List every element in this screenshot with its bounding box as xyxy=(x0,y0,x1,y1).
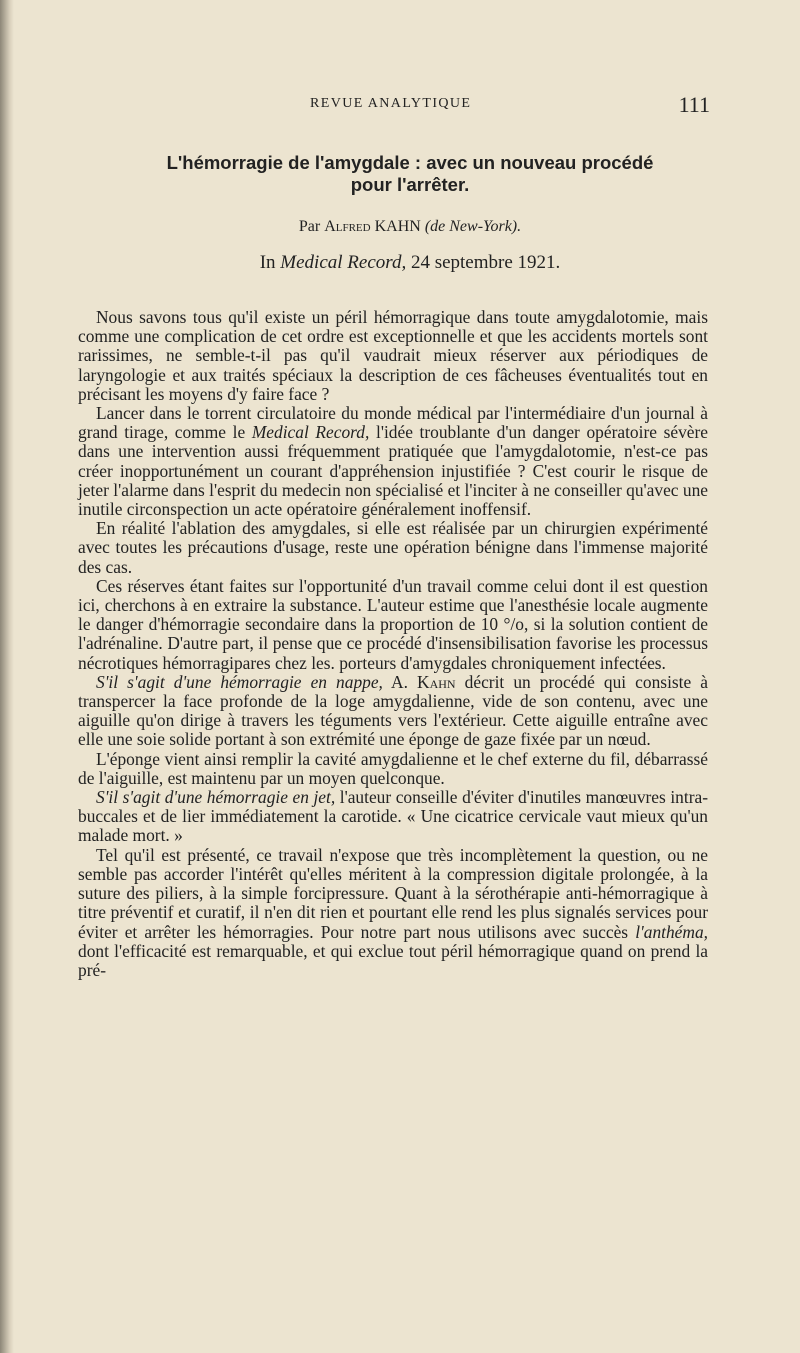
paragraph-4 xyxy=(78,577,708,673)
source-citation xyxy=(90,252,730,274)
paragraph-8-italic: l'anthéma, xyxy=(635,921,708,942)
paragraph-8-text-a: Tel qu'il est présenté, ce travail n'expose que très incomplètement la question, ou ne semble pas accorder l'intérêt qu'elles méritent à la compression digitale prolongée, à la suture des piliers, à la simple forcipressure. Quant à la sérothérapie anti-hémorragique à titre préventif et curatif, il n'en dit rien et pourtant elle rend les plus signalés services pour éviter et arrêter les hémorragies. Pour notre part nous utilisons avec succès xyxy=(78,844,708,942)
paragraph-1-text: Nous savons tous qu'il existe un péril hémorragique dans toute amygdalotomie, mais comme une complication de cet ordre est exceptionnelle et que les accidents mortels sont rarissimes, ne semble-t-il pas qu'il vaudrait mieux réserver aux périodiques de laryngologie et aux traités spéciaux la description de ces fâcheuses éventualités tout en précisant les moyens d'y faire face ? xyxy=(78,307,708,404)
running-head xyxy=(310,94,710,118)
article-body xyxy=(78,308,708,980)
paragraph-7-italic: S'il s'agit d'une hémorragie en jet, xyxy=(96,787,336,808)
author-location: (de New-York). xyxy=(424,218,522,235)
paragraph-2-text-a: Lancer dans le torrent circulatoire du monde médical par l'intermédiaire d'un journal à grand tirage, comme le xyxy=(78,403,708,443)
paragraph-7 xyxy=(78,788,708,846)
article-title xyxy=(90,152,730,196)
article-title-line-1: L'hémorragie de l'amygdale : avec un nouveau procédé xyxy=(166,152,654,173)
paragraph-8 xyxy=(78,846,708,980)
paragraph-5-author: Kahn xyxy=(417,671,456,692)
paragraph-6 xyxy=(78,750,708,788)
paragraph-4-text: Ces réserves étant faites sur l'opportunité d'un travail comme celui dont il est question ici, cherchons à en extraire la substance. L'auteur estime que l'anesthésie locale augmente le danger d'hémorragie secondaire dans la proportion de 10 °/o, si la solution contient de l'adrénaline. D'autre part, il pense que ce procédé d'insensibilisation favorise les processus nécrotiques hémorragipares chez les. porteurs d'amygdales chroniquement infectées. xyxy=(78,575,708,673)
author-first-name: Alfred xyxy=(324,218,371,235)
paragraph-7-text: l'auteur conseille d'éviter d'inutiles manœuvres intra-buccales et de lier immédiatement la carotide. « Une cicatrice cervicale vaut mieux qu'un malade mort. » xyxy=(78,787,708,846)
paragraph-3-text: En réalité l'ablation des amygdales, si elle est réalisée par un chirurgien expérimenté avec toutes les précautions d'usage, reste une opération bénigne dans l'immense majorité des cas. xyxy=(78,518,708,577)
source-date: 24 septembre 1921. xyxy=(410,252,561,273)
paragraph-2-journal: Medical Record, xyxy=(251,422,370,443)
source-journal: Medical Record, xyxy=(280,252,407,273)
paragraph-5-italic: S'il s'agit d'une hémorragie en nappe, xyxy=(96,671,383,692)
paragraph-8-text-b: dont l'efficacité est remarquable, et qui exclue tout péril hémorragique quand on prend la pré- xyxy=(78,940,708,980)
paragraph-2 xyxy=(78,404,708,519)
byline-prefix: Par xyxy=(298,218,321,235)
paragraph-5 xyxy=(78,673,708,750)
paragraph-5-text: décrit un procédé qui consiste à transpercer la face profonde de la loge amygdalienne, vide de son contenu, avec une aiguille qu'on dirige à travers les téguments vers l'extérieur. Cette aiguille entraîne avec elle une soie solide portant à son extrémité une éponge de gaze fixée par un nœud. xyxy=(78,671,709,750)
paragraph-5-author-initial: A. xyxy=(391,671,408,692)
paragraph-3 xyxy=(78,519,708,577)
article-title-line-2: pour l'arrêter. xyxy=(350,174,470,195)
paragraph-1 xyxy=(78,308,708,404)
paragraph-2-text-b: l'idée troublante d'un danger opératoire sévère dans une intervention aussi fréquemment pratiquée que l'amygdalotomie, n'est-ce pas créer inopportunément un courant d'appréhension injustifiée ? C'est courir le risque de jeter l'alarme dans l'esprit du medecin non spécialisé et l'inciter à ne conseiller qu'avec une inutile circonspection un acte opératoire généralement inoffensif. xyxy=(78,422,709,520)
source-prefix: In xyxy=(259,252,276,273)
byline xyxy=(90,218,730,236)
page-number: 111 xyxy=(678,92,710,117)
author-last-name: KAHN xyxy=(374,218,421,235)
paragraph-6-text: L'éponge vient ainsi remplir la cavité amygdalienne et le chef externe du fil, débarrassé de l'aiguille, est maintenu par un moyen quelconque. xyxy=(78,748,708,788)
running-title: REVUE ANALYTIQUE xyxy=(310,96,472,111)
